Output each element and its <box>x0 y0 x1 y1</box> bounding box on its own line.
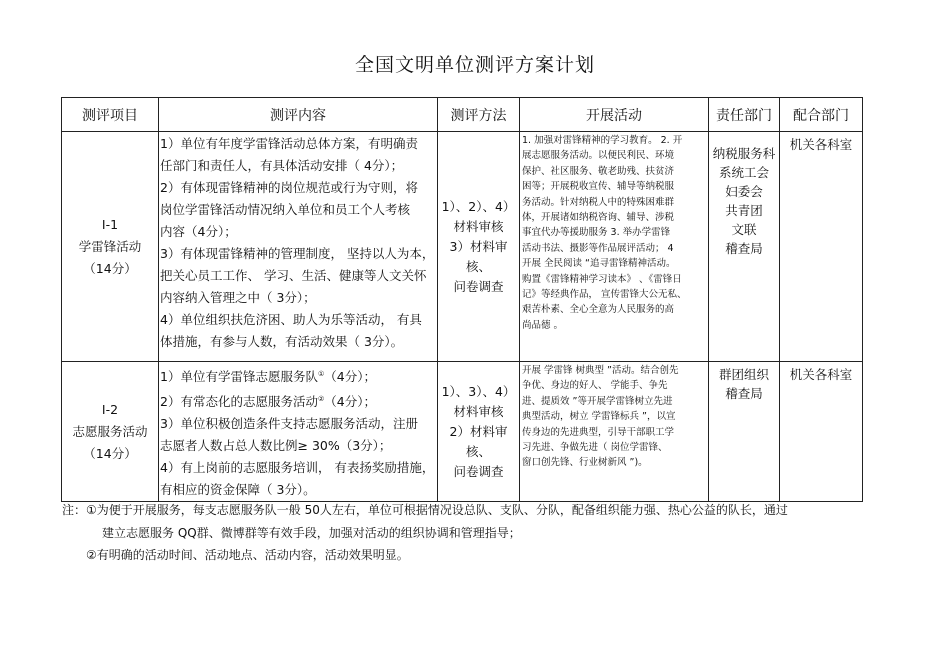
method-line: 问卷调查 <box>453 278 504 294</box>
table-row <box>62 132 863 362</box>
dept-line: 共青团 <box>725 203 763 218</box>
header-activities: 开展活动 <box>520 98 709 132</box>
content-line: 内容（4分）； <box>160 224 237 239</box>
header-method: 测评方法 <box>438 98 520 132</box>
content-line: 有相应的资金保障（ 3分）。 <box>160 482 316 498</box>
dept-line: 文联 <box>731 222 757 237</box>
content-line: 把关心员工工作、 学习、生活、健康等人文关怀 <box>160 268 427 283</box>
activity-line: 艰苦朴素、全心全意为人民服务的高 <box>522 304 675 316</box>
row2-coop: 机关各科室 <box>780 362 863 502</box>
method-line: 1）、2）、4） <box>441 198 516 214</box>
content-line: 任部门和责任人，有具体活动安排（ 4分）； <box>160 158 404 173</box>
dept-line: 群团组织 <box>718 367 769 382</box>
activity-line: 展志愿服务活动。以便民利民、环境 <box>522 150 675 162</box>
footnote-line: 建立志愿服务 QQ群、微博群等有效手段，加强对活动的组织协调和管理指导； <box>102 525 521 540</box>
row1-method <box>438 132 520 362</box>
dept-line: 纳税服务科 <box>712 146 776 161</box>
content-line: 2）有体现雷锋精神的岗位规范或行为守则，将 <box>160 180 418 195</box>
row2-dept <box>709 362 780 502</box>
activity-line: 务活动。针对纳税人中的特殊困难群 <box>522 196 675 208</box>
row1-dept <box>709 132 780 362</box>
page-title: 全国文明单位测评方案计划 <box>354 54 595 76</box>
content-text: （4分）； <box>324 369 376 385</box>
activity-line: 尚品德 。 <box>522 319 564 331</box>
activity-line: 开展 学雷锋 树典型 ”活动。结合创先 <box>522 365 679 376</box>
header-content: 测评内容 <box>159 98 438 132</box>
row2-method <box>438 362 520 502</box>
content-text: （4分）； <box>324 394 376 410</box>
item-code: Ⅰ-2 <box>101 401 119 417</box>
content-line: 岗位学雷锋活动情况纳入单位和员工个人考核 <box>160 202 411 217</box>
activity-line: 事宜代办等援助服务 3. 举办学雷锋 <box>522 227 671 239</box>
dept-line: 稽查局 <box>725 386 763 401</box>
footnote-line: 注：①为便于开展服务，每支志愿服务队一般 50人左右，单位可根据情况设总队、支队、分队，配备组织能力强、热心公益的队长，通过 <box>62 503 788 517</box>
activity-line: 典型活动，树立 学雷锋标兵 ”，以宣 <box>522 411 676 423</box>
header-coop: 配合部门 <box>780 98 863 132</box>
header-item: 测评项目 <box>62 98 159 132</box>
content-line: 体措施，有参与人数，有活动效果（ 3分）。 <box>160 334 404 349</box>
footnote-marker: ② <box>317 395 325 404</box>
content-line: 4）有上岗前的志愿服务培训， 有表扬奖励措施， <box>160 460 435 476</box>
content-text: 1）单位有学雷锋志愿服务队 <box>160 369 318 385</box>
activity-line: 体，开展诸如纳税咨询、辅导、涉税 <box>522 212 675 224</box>
content-line: 1）单位有年度学雷锋活动总体方案，有明确责 <box>160 136 418 151</box>
dept-line: 稽查局 <box>725 241 763 256</box>
header-dept: 责任部门 <box>709 98 780 132</box>
dept-line: 妇委会 <box>725 184 763 199</box>
method-line: 材料审核 <box>453 218 504 234</box>
activity-line: 保护、社区服务、敬老助残、扶贫济 <box>522 165 675 177</box>
method-line: 问卷调查 <box>453 463 504 479</box>
activity-line: 争优、身边的好人、 学能手、争先 <box>522 380 668 392</box>
footnotes <box>62 499 788 567</box>
row2-item <box>62 362 159 502</box>
table-row <box>62 362 863 502</box>
content-line <box>160 388 437 413</box>
method-line: 2）材料审核、 <box>449 423 508 459</box>
activity-line: 习先进、争做先进（ 岗位学雷锋、 <box>522 442 668 454</box>
method-line: 材料审核 <box>453 403 504 419</box>
evaluation-table <box>61 97 863 502</box>
item-score: （14分） <box>83 260 137 276</box>
item-name: 志愿服务活动 <box>72 423 148 439</box>
footnote-line: ②有明确的活动时间、活动地点、活动内容，活动效果明显。 <box>86 548 409 562</box>
activity-line: 进、提质效 ”等开展学雷锋树立先进 <box>522 395 673 407</box>
activity-line: 活动书法、摄影等作品展评活动； 4 <box>522 242 674 254</box>
content-line: 3）单位积极创造条件支持志愿服务活动，注册 <box>160 416 418 432</box>
activity-line: 开展 全民阅读 “追寻雷锋精神活动。 <box>522 258 676 270</box>
dept-line: 系统工会 <box>718 165 769 180</box>
activity-line: 困等；开展税收宣传、辅导等纳税服 <box>522 181 675 193</box>
row2-activities <box>520 362 709 502</box>
method-line: 3）材料审核、 <box>449 238 508 274</box>
activity-line: 传身边的先进典型，引导干部职工学 <box>522 426 675 438</box>
content-line <box>160 363 437 388</box>
table-header-row <box>62 98 863 132</box>
content-line: 3）有体现雷锋精神的管理制度， 坚持以人为本， <box>160 246 435 261</box>
row2-content <box>159 362 438 502</box>
row1-content <box>159 132 438 362</box>
row1-item <box>62 132 159 362</box>
activity-line: 窗口创先锋、行业树新风 ”)。 <box>522 457 648 469</box>
item-code: Ⅰ-1 <box>101 216 119 232</box>
content-line: 内容纳入管理之中（ 3分）； <box>160 290 316 305</box>
activity-line: 记》等经典作品， 宣传雷锋大公无私、 <box>522 289 687 301</box>
row1-activities <box>520 132 709 362</box>
content-line: 志愿者人数占总人数比例≥ 30%（3分）； <box>160 438 392 454</box>
content-line: 4）单位组织扶危济困、助人为乐等活动， 有具 <box>160 312 422 327</box>
method-line: 1）、3）、4） <box>441 383 516 399</box>
item-name: 学雷锋活动 <box>78 238 142 254</box>
activity-line: 1. 加强对雷锋精神的学习教育。 2. 开 <box>522 135 683 146</box>
row1-coop: 机关各科室 <box>780 132 863 362</box>
activity-line: 购置《雷锋精神学习读本》 、《雷锋日 <box>522 273 682 285</box>
item-score: （14分） <box>83 445 137 461</box>
content-text: 2）有常态化的志愿服务活动 <box>160 394 318 410</box>
footnote-marker: ① <box>317 370 325 378</box>
